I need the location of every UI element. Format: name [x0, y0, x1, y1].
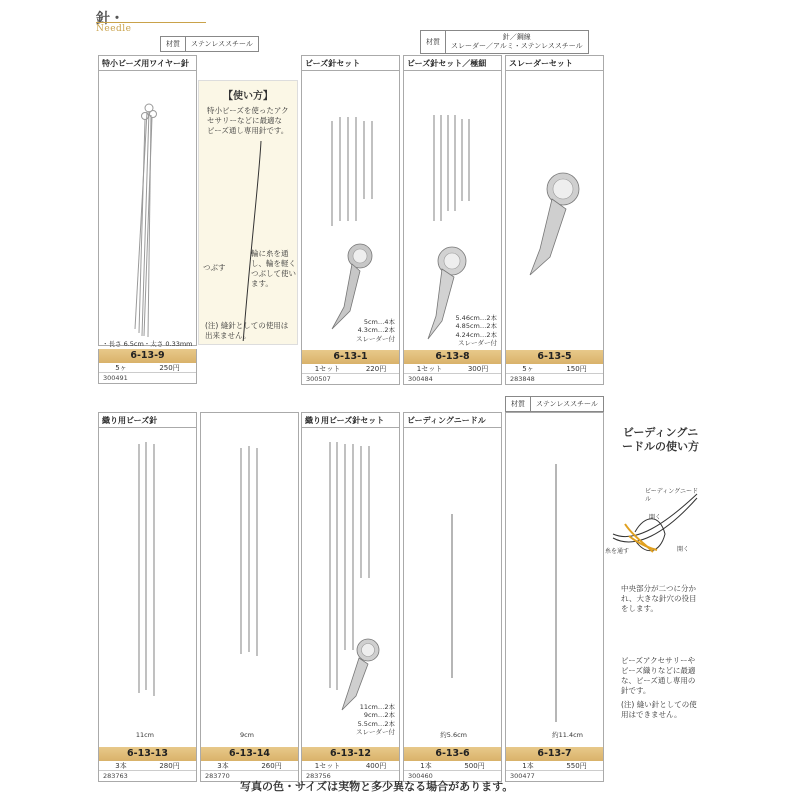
product-jan: 283770	[205, 772, 230, 780]
product-jan: 300507	[306, 375, 331, 383]
product-title: 織り用ビーズ針セット	[302, 413, 399, 428]
material-box-top-left	[160, 36, 259, 52]
product-spec: 9cm	[239, 731, 254, 739]
product-image	[201, 428, 298, 747]
product-code: 6-13-1	[302, 350, 399, 364]
product-image	[99, 71, 196, 345]
material-value-line2: スレーダー／アルミ・ステンレススチール	[451, 41, 583, 50]
product-title: ビーディングニードル	[404, 413, 501, 428]
product-spec: 5.46cm…2本 4.85cm…2本 4.24cm…2本 スレーダー付	[455, 314, 497, 348]
product-spec: 5cm…4本 4.3cm…2本 スレーダー付	[356, 318, 395, 343]
product-qty: 1セット	[314, 762, 341, 770]
product-code: 6-13-9	[99, 349, 196, 363]
product-qty: 3本	[217, 762, 229, 770]
material-box-top-right	[420, 30, 589, 54]
product-title	[506, 413, 603, 428]
product-image	[506, 71, 603, 350]
product-card-6-13-12[interactable]	[301, 412, 400, 782]
header-divider	[96, 22, 206, 23]
product-code: 6-13-14	[201, 747, 298, 761]
product-image	[404, 71, 501, 350]
product-card-6-13-8[interactable]	[403, 55, 502, 385]
product-image	[506, 428, 603, 747]
product-qty: 1本	[522, 762, 534, 770]
product-spec: 11cm	[135, 731, 154, 739]
beading-note: (注) 縫い針としての使用はできません。	[621, 700, 697, 720]
product-qty: 1セット	[416, 365, 443, 373]
product-qty: 3本	[115, 762, 127, 770]
product-spec: 約11.4cm	[552, 731, 583, 739]
product-price: 500円	[464, 762, 485, 770]
product-card-6-13-9[interactable]	[98, 55, 197, 346]
diagram-label-needle: ビーディングニードル	[645, 488, 699, 504]
howto-needle-diagram	[199, 141, 299, 341]
beading-heading: ビーディングニードルの使い方	[622, 426, 699, 453]
product-qty: 1セット	[314, 365, 341, 373]
beading-text1: 中央部分が二つに分かれ、大きな針穴の役目をします。	[621, 584, 697, 614]
product-code: 6-13-13	[99, 747, 196, 761]
product-price: 550円	[566, 762, 587, 770]
material-key: 材質	[161, 37, 186, 51]
howto-panel	[198, 80, 298, 345]
material-key: 材質	[421, 31, 446, 53]
page-subtitle: Needle	[96, 24, 132, 34]
diagram-label-open1: 開く	[649, 514, 662, 521]
product-code: 6-13-5	[506, 350, 603, 364]
howto-text: 特小ビーズを使ったアクセサリーなどに最適なビーズ通し専用針です。	[207, 106, 289, 136]
product-jan: 283763	[103, 772, 128, 780]
product-jan: 300477	[510, 772, 535, 780]
product-qty: 5ヶ	[115, 364, 127, 372]
beading-usage-panel	[605, 410, 700, 730]
product-price: 400円	[365, 762, 387, 770]
diagram-label-open2: 開く	[677, 546, 690, 553]
material-value-line1: 針／鋼線	[502, 33, 531, 41]
product-jan: 300491	[103, 374, 128, 382]
material-value: ステンレススチール	[536, 399, 598, 408]
product-card-6-13-14[interactable]	[200, 412, 299, 782]
product-card-6-13-5[interactable]	[505, 55, 604, 385]
product-spec: 11cm…2本 9cm…2本 5.5cm…2本 スレーダー付	[356, 703, 395, 737]
product-jan: 300460	[408, 772, 433, 780]
product-image	[302, 71, 399, 350]
product-card-6-13-13[interactable]	[98, 412, 197, 782]
howto-label-crush: つぶす	[203, 263, 226, 272]
product-price: 150円	[566, 365, 587, 373]
product-card-6-13-7[interactable]	[505, 412, 604, 782]
product-title	[201, 413, 298, 428]
howto-heading: 【使い方】	[223, 91, 273, 102]
product-title: ビーズ針セット／極細	[404, 56, 501, 71]
product-code: 6-13-6	[404, 747, 501, 761]
product-code: 6-13-8	[404, 350, 501, 364]
product-title: ビーズ針セット	[302, 56, 399, 71]
product-title: スレーダーセット	[506, 56, 603, 71]
product-price: 250円	[159, 364, 180, 372]
product-price: 260円	[261, 762, 282, 770]
product-jan: 283756	[306, 772, 331, 780]
product-jan: 283848	[510, 375, 535, 383]
product-code: 6-13-7	[506, 747, 603, 761]
product-image	[99, 428, 196, 747]
material-key: 材質	[506, 397, 531, 411]
page-title: 針・	[96, 11, 124, 27]
product-image	[404, 428, 501, 747]
product-title: 織り用ビーズ針	[99, 413, 196, 428]
howto-text2: 輪に糸を通し、輪を軽くつぶして使います。	[251, 249, 296, 289]
howto-note: (注) 縫針としての使用は出来ません。	[205, 321, 289, 341]
footer-note: 写真の色・サイズは実物と多少異なる場合があります。	[240, 780, 514, 793]
product-jan: 300484	[408, 375, 433, 383]
product-footer-6-13-9	[98, 349, 197, 384]
product-qty: 5ヶ	[522, 365, 534, 373]
beading-text2: ビーズアクセサリーやビーズ織りなどに最適な、ビーズ通し専用の針です。	[621, 656, 696, 696]
product-spec: 約5.6cm	[440, 731, 467, 739]
product-price: 220円	[365, 365, 387, 373]
product-price: 300円	[467, 365, 489, 373]
material-value: ステンレススチール	[191, 39, 253, 48]
product-title: 特小ビーズ用ワイヤー針	[99, 56, 196, 71]
product-card-6-13-6[interactable]	[403, 412, 502, 782]
product-card-6-13-1[interactable]	[301, 55, 400, 385]
product-image	[302, 428, 399, 747]
product-qty: 1本	[420, 762, 432, 770]
product-code: 6-13-12	[302, 747, 399, 761]
material-box-bottom	[505, 396, 604, 412]
product-spec-0: ・長さ 6.5cm・太さ 0.33mm	[102, 340, 193, 348]
product-price: 280円	[159, 762, 180, 770]
diagram-label-thread: 糸を通す	[605, 548, 630, 555]
